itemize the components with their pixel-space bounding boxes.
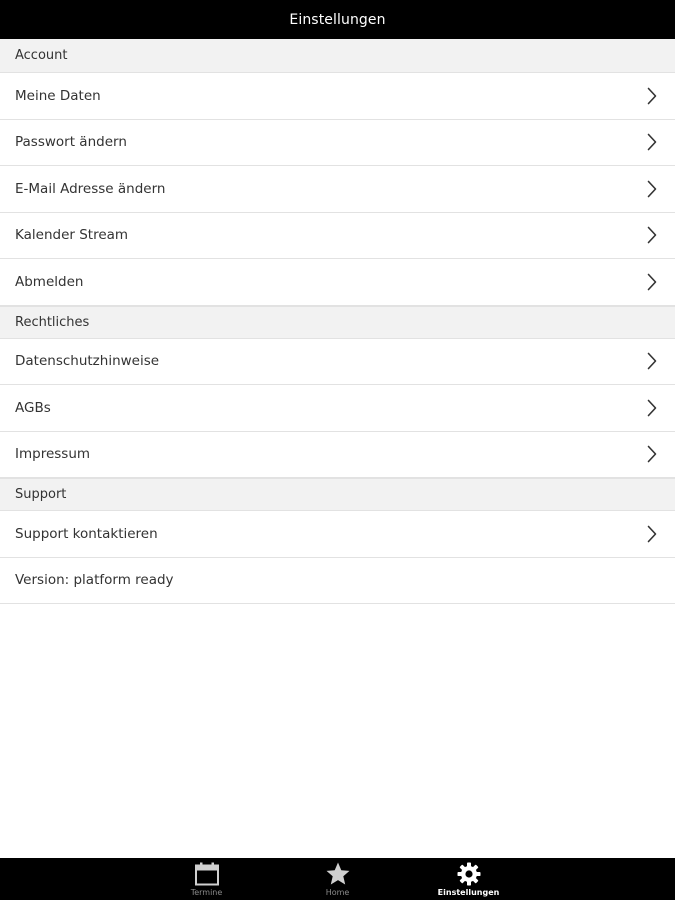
settings-row-datenschutzhinweise[interactable] (0, 339, 675, 386)
gear-icon (456, 861, 482, 887)
chevron-right-icon (645, 524, 659, 544)
navigation-bar (0, 0, 675, 39)
settings-row-meine-daten[interactable] (0, 73, 675, 120)
settings-row-kalender-stream[interactable] (0, 213, 675, 260)
chevron-right-icon (645, 179, 659, 199)
tab-label: Termine (190, 888, 223, 897)
chevron-right-icon (645, 86, 659, 106)
tab-home[interactable] (272, 858, 403, 900)
chevron-right-icon (645, 272, 659, 292)
row-label: Kalender Stream (15, 227, 129, 244)
row-label: AGBs (15, 399, 51, 416)
tab-bar (0, 858, 675, 900)
row-label: Passwort ändern (15, 134, 127, 151)
row-label: Abmelden (15, 273, 84, 290)
row-label: E-Mail Adresse ändern (15, 180, 166, 197)
version-label: Version: platform ready (15, 572, 174, 589)
settings-list (0, 39, 675, 604)
tab-termine[interactable] (141, 858, 272, 900)
row-label: Datenschutzhinweise (15, 353, 160, 370)
chevron-right-icon (645, 132, 659, 152)
calendar-icon (194, 861, 220, 887)
settings-row-email-aendern[interactable] (0, 166, 675, 213)
settings-row-agbs[interactable] (0, 385, 675, 432)
tab-label: Home (325, 888, 350, 897)
chevron-right-icon (645, 444, 659, 464)
settings-row-support-kontaktieren[interactable] (0, 511, 675, 558)
section-header-support: Support (0, 478, 675, 511)
row-label: Meine Daten (15, 87, 101, 104)
tab-label: Einstellungen (437, 888, 500, 897)
tab-einstellungen[interactable] (403, 858, 534, 900)
row-label: Impressum (15, 446, 91, 463)
page-title: Einstellungen (289, 11, 386, 28)
chevron-right-icon (645, 398, 659, 418)
chevron-right-icon (645, 351, 659, 371)
row-label: Support kontaktieren (15, 525, 158, 542)
settings-row-passwort-aendern[interactable] (0, 120, 675, 167)
star-icon (325, 861, 351, 887)
version-info-row (0, 558, 675, 605)
section-header-account: Account (0, 39, 675, 73)
settings-row-abmelden[interactable] (0, 259, 675, 306)
chevron-right-icon (645, 225, 659, 245)
settings-row-impressum[interactable] (0, 432, 675, 479)
section-header-rechtliches: Rechtliches (0, 306, 675, 339)
